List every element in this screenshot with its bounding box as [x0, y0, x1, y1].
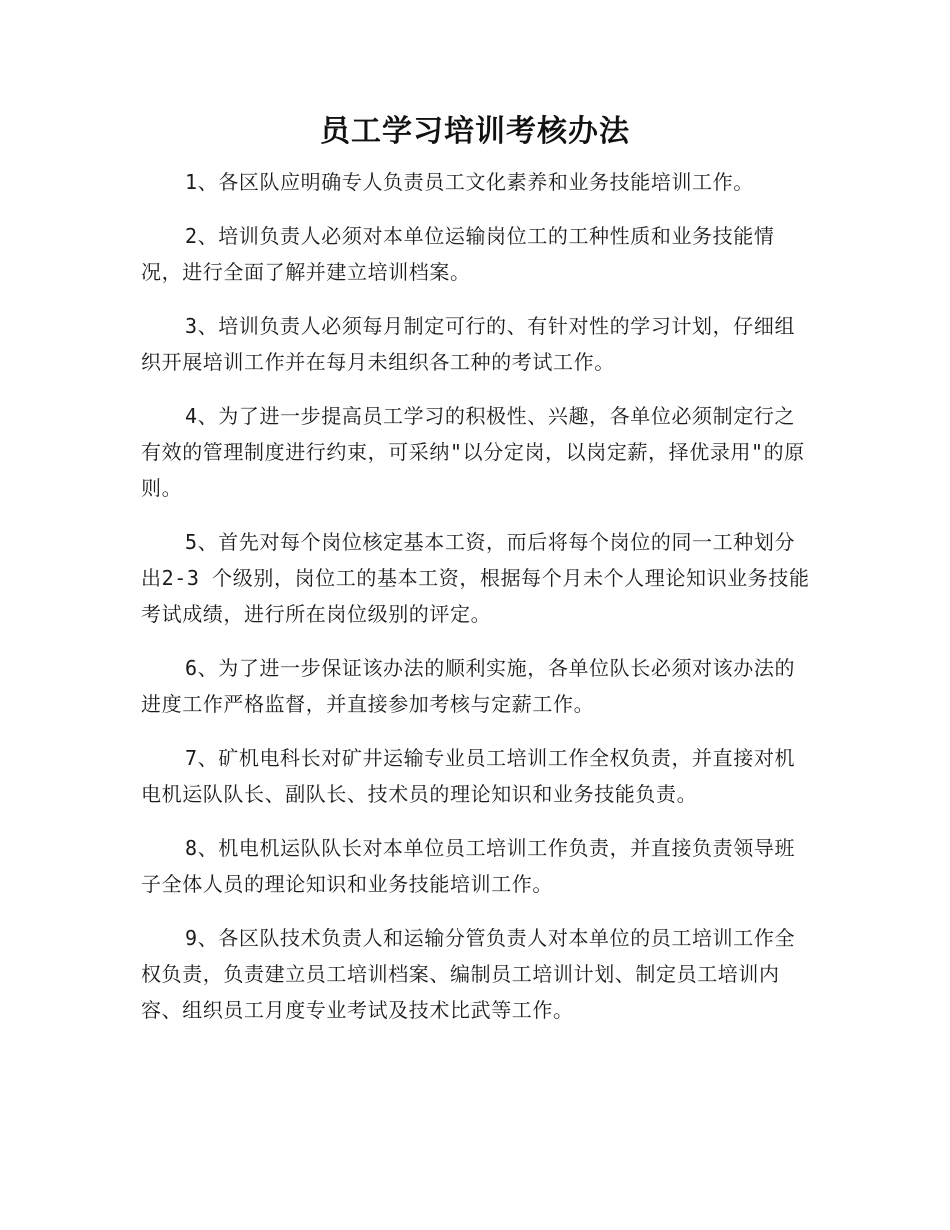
- paragraph-8: 8、机电机运队队长对本单位员工培训工作负责，并直接负责领导班子全体人员的理论知识和业务技能培训工作。: [141, 836, 796, 896]
- paragraph-1: 1、各区队应明确专人负责员工文化素养和业务技能培训工作。: [185, 170, 754, 194]
- paragraph-3: 3、培训负责人必须每月制定可行的、有针对性的学习计划，仔细组织开展培训工作并在每月未组织各工种的考试工作。: [141, 314, 796, 374]
- document-body: [141, 164, 811, 1046]
- paragraph-5: 5、首先对每个岗位核定基本工资，而后将每个岗位的同一工种划分出2-3 个级别，岗位工的基本工资，根据每个月未个人理论知识业务技能考试成绩，进行所在岗位级别的评定。: [141, 530, 810, 626]
- paragraph-2: 2、培训负责人必须对本单位运输岗位工的工种性质和业务技能情况，进行全面了解并建立培训档案。: [141, 224, 775, 284]
- paragraph-4: 4、为了进一步提高员工学习的积极性、兴趣，各单位必须制定行之有效的管理制度进行约束，可采纳"以分定岗，以岗定薪，择优录用"的原则。: [141, 404, 805, 500]
- paragraph-7: 7、矿机电科长对矿井运输专业员工培训工作全权负责，并直接对机电机运队队长、副队长、技术员的理论知识和业务技能负责。: [141, 746, 796, 806]
- paragraph-9: 9、各区队技术负责人和运输分管负责人对本单位的员工培训工作全权负责，负责建立员工培训档案、编制员工培训计划、制定员工培训内容、组织员工月度专业考试及技术比武等工作。: [141, 926, 796, 1022]
- paragraph-6: 6、为了进一步保证该办法的顺利实施，各单位队长必须对该办法的进度工作严格监督，并直接参加考核与定薪工作。: [141, 656, 796, 716]
- document-title: 员工学习培训考核办法: [320, 114, 630, 149]
